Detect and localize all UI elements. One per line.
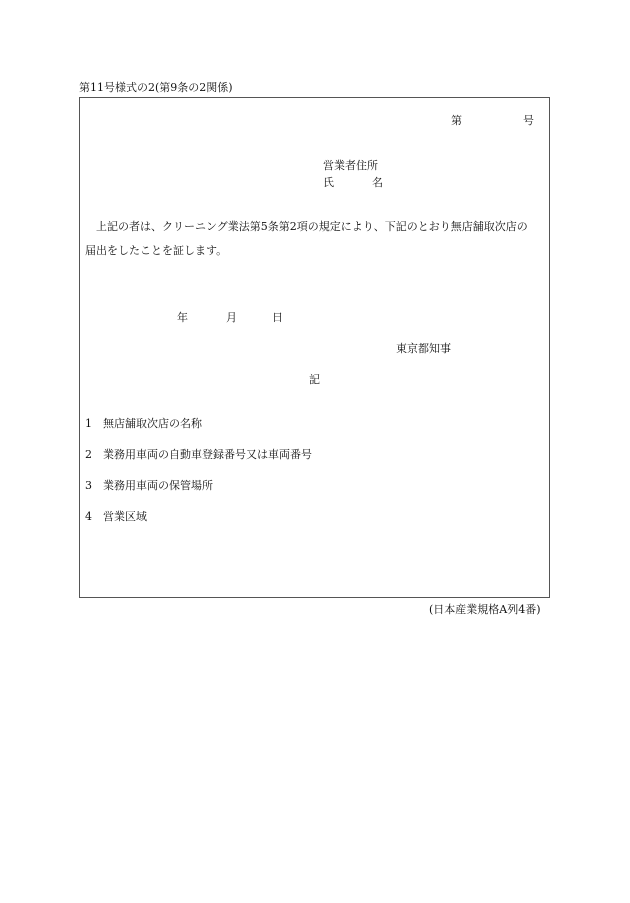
issuer-name: 東京都知事	[396, 342, 451, 355]
date-year-label: 年	[177, 311, 188, 324]
body-text-line-2: 届出をしたことを証します。	[85, 244, 228, 257]
ki-heading: 記	[309, 373, 320, 386]
certificate-frame	[79, 97, 550, 598]
date-month-label: 月	[226, 311, 237, 324]
number-suffix: 号	[523, 114, 534, 127]
item-number: 4	[85, 510, 92, 523]
paper-size-note: (日本産業規格A列4番)	[429, 603, 541, 616]
name-label-second: 名	[372, 176, 383, 189]
item-number: 2	[85, 448, 92, 461]
item-label-store-name: 無店舗取次店の名称	[103, 417, 202, 430]
body-text-line-1: 上記の者は、クリーニング業法第5条第2項の規定により、下記のとおり無店舗取次店の	[96, 220, 528, 233]
address-label: 営業者住所	[323, 159, 378, 172]
number-prefix: 第	[451, 114, 462, 127]
item-label-business-area: 営業区域	[103, 510, 147, 523]
item-label-vehicle-number: 業務用車両の自動車登録番号又は車両番号	[103, 448, 312, 461]
item-number: 3	[85, 479, 92, 492]
date-day-label: 日	[272, 311, 283, 324]
item-label-storage-location: 業務用車両の保管場所	[103, 479, 213, 492]
name-label-first: 氏	[323, 176, 334, 189]
item-number: 1	[85, 417, 92, 430]
form-title: 第11号様式の2(第9条の2関係)	[79, 81, 233, 94]
